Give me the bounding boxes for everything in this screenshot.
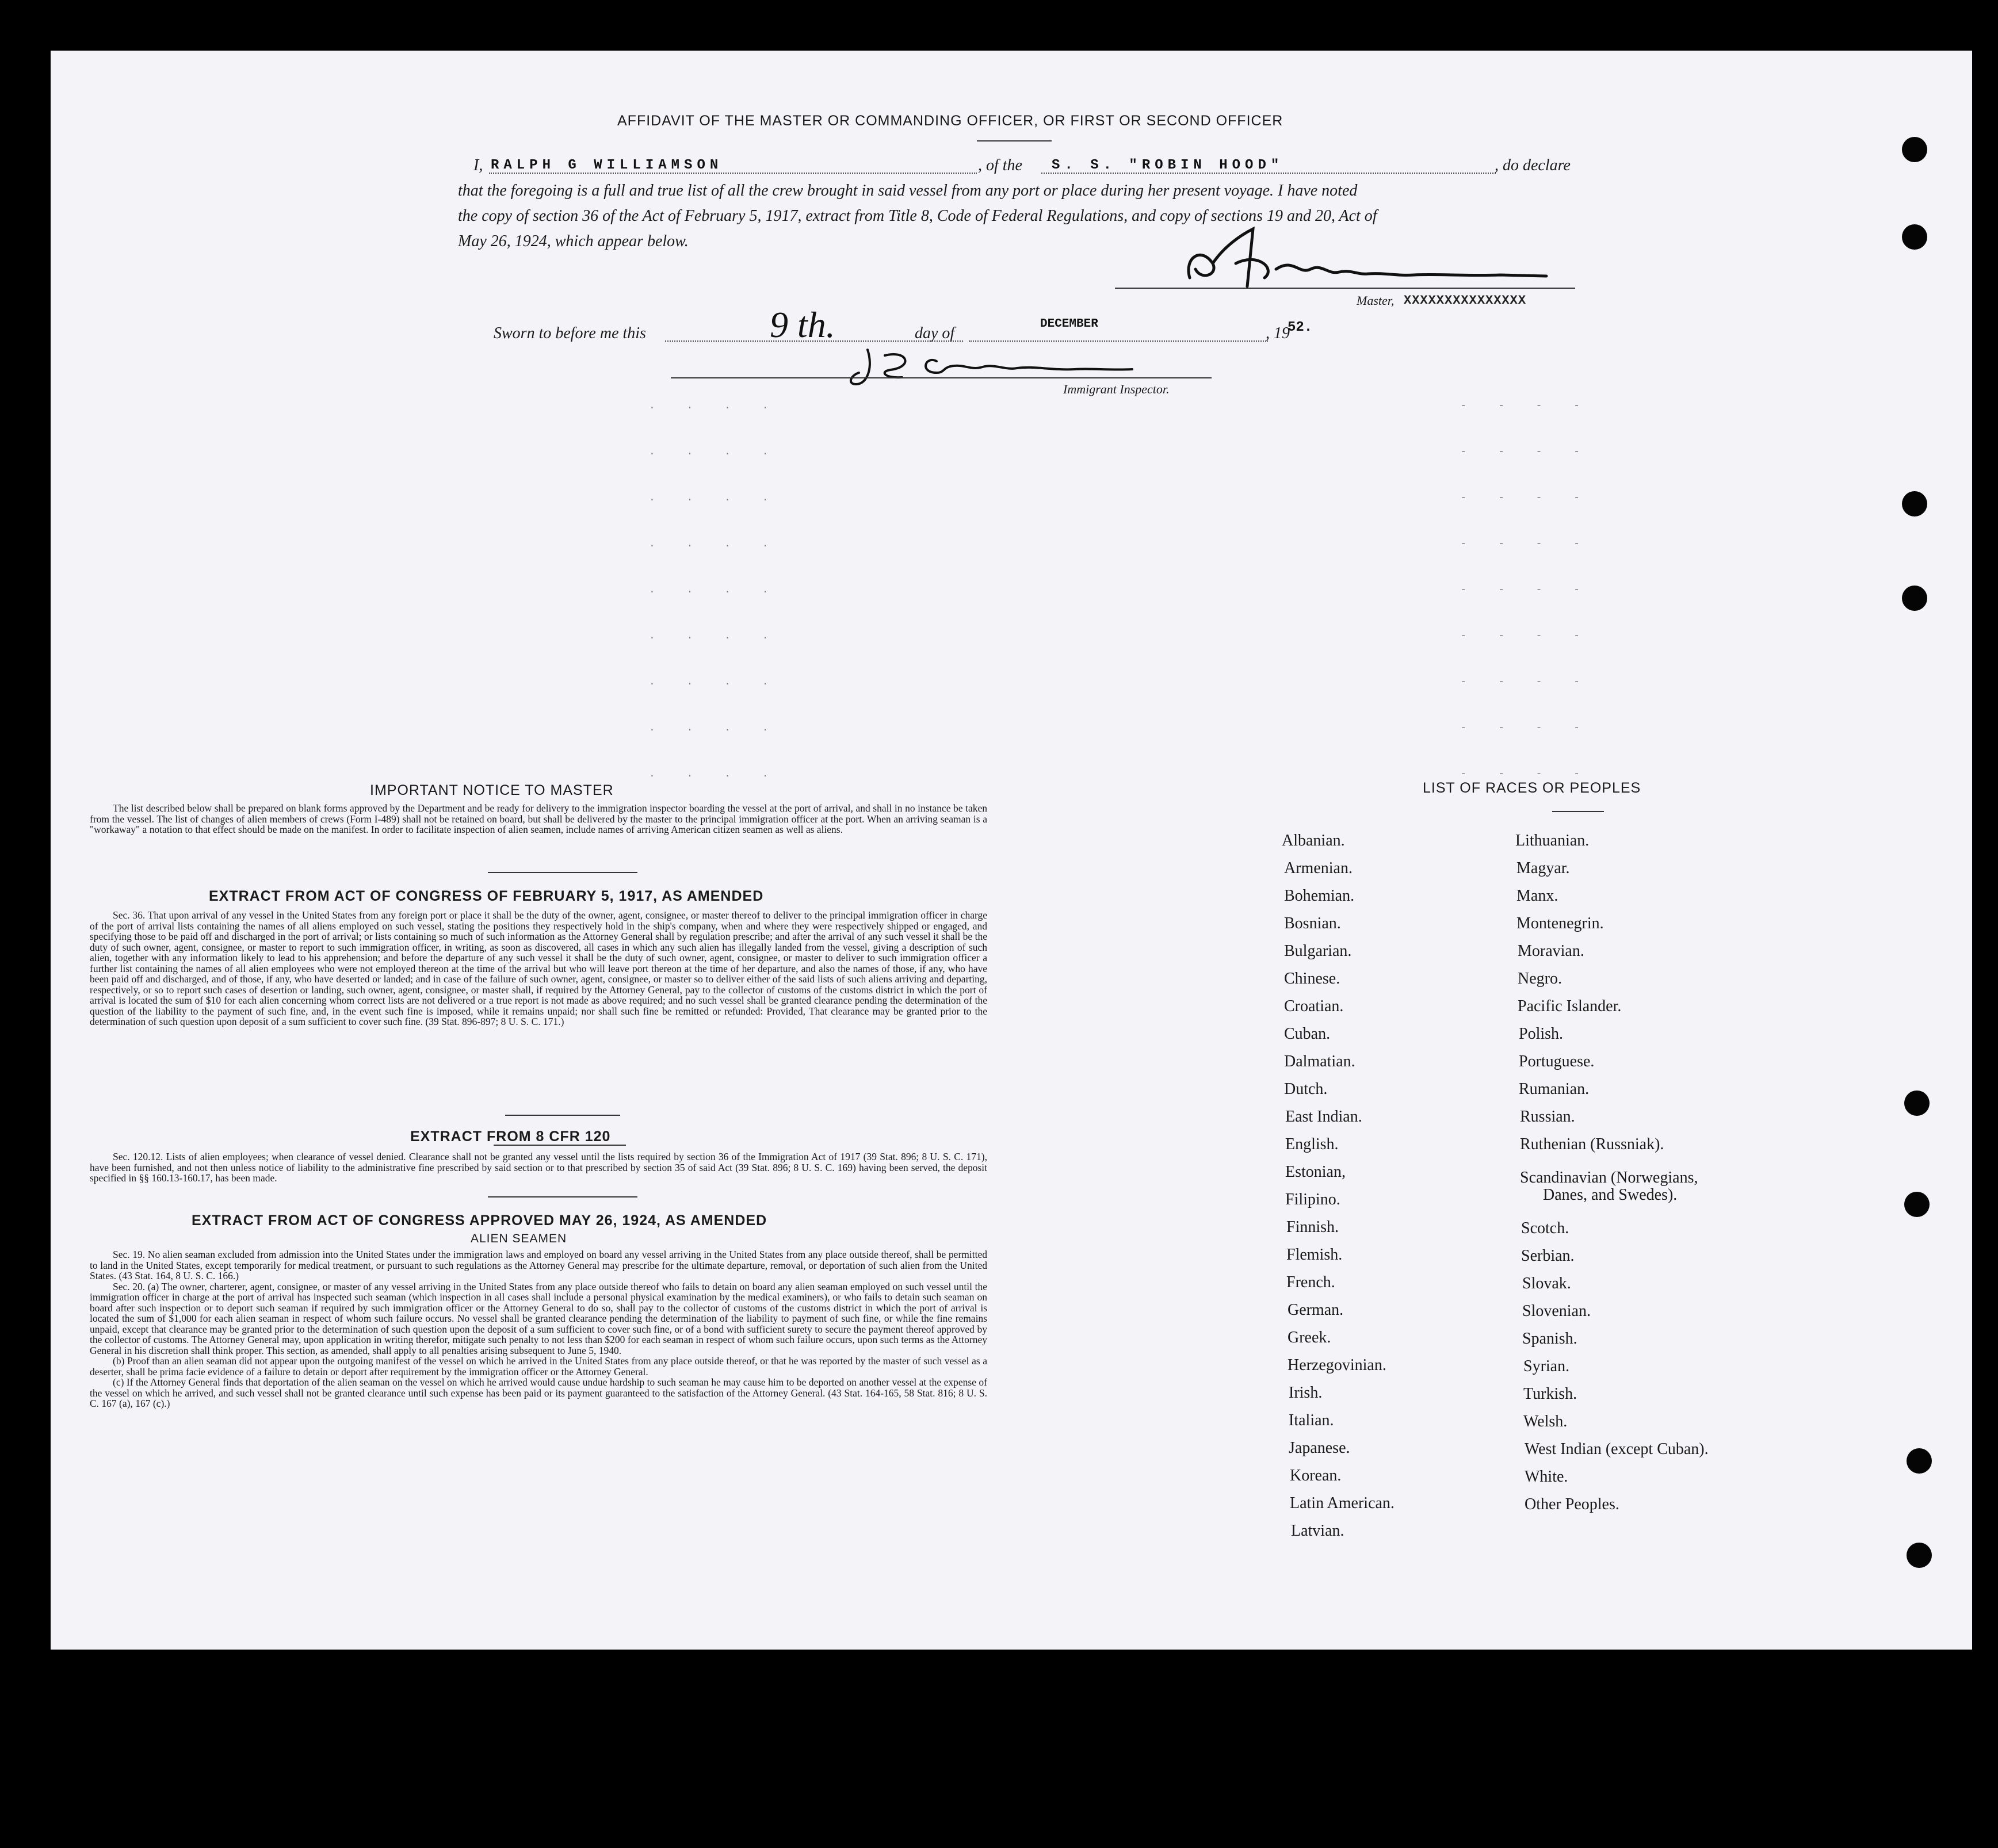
race-item: Korean. [1290,1467,1342,1484]
master-signature [1178,223,1581,292]
extract-1924-title: EXTRACT FROM ACT OF CONGRESS APPROVED MAY 26, 1924, AS AMENDED [192,1212,767,1229]
race-item: Ruthenian (Russniak). [1520,1135,1664,1153]
do-declare-label: , do declare [1495,156,1571,174]
race-item: Greek. [1288,1329,1331,1346]
notice-title: IMPORTANT NOTICE TO MASTER [370,782,614,798]
race-item: Rumanian. [1519,1080,1590,1098]
race-item: Latin American. [1290,1494,1395,1512]
i-label: I, [473,156,483,174]
year-prefix: , 19 [1266,324,1290,342]
race-item: East Indian. [1285,1108,1362,1126]
race-item: Moravian. [1518,942,1584,960]
inspector-label: Immigrant Inspector. [1063,382,1170,396]
column-dots: . . . . - - - - [649,584,1593,596]
section-19-paragraph: Sec. 19. No alien seaman excluded from admission into the United States under the immigration laws and employed on board any vessel arriving in the United States from any place outside thereof, shall be permitted to land in the United States, except temporarily for medical treatment, or pursuant to such regulations as the Attorney General may prescribe for the ultimate departure, removal, or deportation of such alien from the United States. (43 Stat. 164, 8 U. S. C. 166.) [90,1249,987,1281]
race-item: Bohemian. [1284,887,1355,905]
race-item: Spanish. [1522,1330,1577,1348]
race-item: English. [1285,1135,1339,1153]
day-of-label: day of [915,324,955,342]
sworn-day: 9 th. [770,304,835,345]
extract-cfr-paragraph: Sec. 120.12. Lists of alien employees; when clearance of vessel denied. Clearance shall not be granted any vessel until the lists required by section 36 of the Immigration Act of 1917 (39 Stat. 896; 8 U. S. C. 171), have been furnished, and not then unless notice of liability to the administrative fine prescribed by said section or to that prescribed by section 35 of said Act (39 Stat. 896; 8 U. S. C. 169) having been served, the deposit specified in §§ 160.13-160.17, has been made. [90,1151,987,1184]
vessel-name: S. S. "ROBIN HOOD" [1052,158,1284,173]
affidavit-line-2: that the foregoing is a full and true list of all the crew brought in said vessel from any port or place during her present voyage. I have noted [458,182,1358,200]
race-item: Latvian. [1291,1522,1344,1540]
race-item: Slovenian. [1522,1302,1591,1320]
race-item: Cuban. [1284,1025,1331,1043]
notice-paragraph: The list described below shall be prepared on blank forms approved by the Department and be ready for delivery to the immigration inspector boarding the vessel at the port of arrival, and shall in no instance be taken from the vessel. The list of changes of alien members of crews (Form I-489) shall not be retained on board, but shall be delivered by the master to the principal immigration officer at the port. When an arriving seaman is a "workaway" a notation to that effect should be made on the manifest. In order to facilitate inspection of alien seamen, include names of arriving American citizen seamen as well as aliens. [90,802,987,835]
extract-1924-body [90,1249,987,1409]
race-item: Dutch. [1284,1080,1328,1098]
section-20a-paragraph: Sec. 20. (a) The owner, charterer, agent, consignee, or master of any vessel arriving in the United States from any place outside thereof who fails to detain on board any alien seaman employed on such vessel until the immigration officer in charge at the port of arrival has inspected such seaman (which inspection in all cases shall include a personal physical examination by the medical examiners), or who fails to detain such seaman on board after such inspection or to deport such seaman if required by such immigration officer or the Attorney General to do so, shall pay to the collector of customs of the customs district in which the port of arrival is located the sum of $1,000 for each alien seaman in respect of whom such failure occurs. No vessel shall be granted clearance pending the determination of the liability to payment of such fine, or while the fine remains unpaid, except that clearance may be granted prior to the determination of such question upon the deposit of a sum sufficient to cover such fine, or of a bond with sufficient surety to secure the payment thereof approved by the collector of customs. The Attorney General may, upon application in writing therefor, mitigate such penalty to not less than $200 for each seaman in respect of whom such failure occurs, upon such terms as the Attorney General in his discretion shall think proper. This section, as amended, shall apply to all penalties arising subsequent to June 5, 1940. [90,1280,987,1356]
race-item: French. [1286,1273,1335,1291]
column-dots: . . . . - - - - [649,676,1593,688]
affidavit-title: AFFIDAVIT OF THE MASTER OR COMMANDING OFFICER, OR FIRST OR SECOND OFFICER [617,113,1283,129]
race-item: Scandinavian (Norwegians, [1520,1169,1698,1187]
race-item: Montenegrin. [1516,915,1604,932]
affidavit-line-3: the copy of section 36 of the Act of February 5, 1917, extract from Title 8, Code of Federal Regulations, and copy of sections 19 and 20, Act of [458,207,1377,225]
extract-cfr-body [90,1151,987,1184]
divider [1552,811,1604,812]
race-item: Bulgarian. [1284,942,1352,960]
column-dots: . . . . - - - - [649,492,1593,504]
extract-1917-title: EXTRACT FROM ACT OF CONGRESS OF FEBRUARY 5, 1917, AS AMENDED [209,888,764,904]
sworn-month: DECEMBER [1040,317,1098,331]
race-item: Italian. [1289,1411,1334,1429]
divider [488,1196,637,1197]
divider [505,1115,620,1116]
race-item: White. [1525,1468,1568,1486]
inspector-signature-line [671,377,1212,378]
extract-1917-body [90,910,987,1027]
race-item: Russian. [1520,1108,1575,1126]
officer-name: RALPH G WILLIAMSON [491,158,723,173]
race-item: Syrian. [1523,1357,1570,1375]
race-item: Japanese. [1289,1439,1350,1457]
race-item: Negro. [1518,970,1562,988]
notice-body [90,803,987,835]
form-page [51,51,1972,1650]
punch-hole [1904,1091,1930,1116]
race-item: Slovak. [1522,1275,1571,1292]
race-item: West Indian (except Cuban). [1525,1440,1709,1458]
race-item: Estonian, [1285,1163,1346,1181]
punch-hole [1907,1543,1932,1568]
race-item: Scotch. [1521,1219,1569,1237]
race-item: Dalmatian. [1284,1053,1355,1070]
title-divider [977,140,1052,141]
column-dots: . . . . - - - - [649,538,1593,550]
divider [488,872,637,873]
races-title: LIST OF RACES OR PEOPLES [1423,780,1641,796]
race-item: Finnish. [1286,1218,1339,1236]
column-dots: . . . . - - - - [649,400,1593,412]
extract-1917-paragraph: Sec. 36. That upon arrival of any vessel in the United States from any foreign port or place it shall be the duty of the owner, agent, consignee, or master thereof to deliver to the principal immigration officer in charge of the port of arrival lists containing the names of all aliens employed on such vessel, stating the positions they respectively hold in the ship's company, when and where they were respectively shipped or engaged, and specifying those to be paid off and discharged in the port of arrival; or lists containing so much of such information as the Attorney General shall by regulation prescribe; and after the arrival of any such vessel it shall be the duty of such owner, agent, consignee, or master to report to such immigration officer, in writing, as soon as discovered, all cases in which any such alien has illegally landed from the vessel, giving a description of such alien, together with any information likely to lead to his apprehension; and before the departure of any such vessel it shall be the duty of such owner, agent, consignee, or master to deliver to such immigration officer a further list containing the names of all alien employees who were not employed thereon at the time of the arrival but who will leave port thereon at the time of her departure, and also the names of those, if any, who have been paid off and discharged, and of those, if any, who have deserted or landed; and in case of the failure of such owner, agent, consignee, or master so to deliver either of the said lists of such aliens arriving and departing, respectively, or so to report such cases of desertion or landing, such owner, agent, consignee, or master shall, if required by the Attorney General, pay to the collector of customs of the customs district in which the port of arrival is located the sum of $10 for each alien concerning whom correct lists are not delivered or a true report is not made as above required; and no such vessel shall be granted clearance pending the determination of the question of the liability to the payment of such fine, and, in the event such fine is imposed, while it remains unpaid; nor shall such fine be remitted or refunded: Provided, That clearance may be granted prior to the determination of such question upon deposit of a sum sufficient to cover such fine. (39 Stat. 896-897; 8 U. S. C. 171.) [90,909,987,1027]
race-item: Turkish. [1523,1385,1577,1403]
punch-hole [1902,137,1927,162]
race-item: Armenian. [1284,859,1353,877]
race-item: German. [1288,1301,1344,1319]
section-20c-paragraph: (c) If the Attorney General finds that deportation of the alien seaman on the vessel on which he arrived would cause undue hardship to such seaman he may cause him to be deported on another vessel at the expense of the vessel on which he arrived, and such vessel shall not be granted clearance until such expense has been paid or its payment guaranteed to the satisfaction of the Attorney General. (43 Stat. 164-165, 58 Stat. 816; 8 U. S. C. 167 (a), 167 (c).) [90,1376,987,1409]
race-item: Serbian. [1521,1247,1575,1265]
race-item: Chinese. [1284,970,1340,988]
year-suffix: 52. [1288,320,1313,335]
punch-hole [1902,224,1927,250]
race-item: Flemish. [1286,1246,1343,1264]
of-the-label: , of the [978,156,1022,174]
race-item: Portuguese. [1519,1053,1595,1070]
race-item: Other Peoples. [1525,1495,1619,1513]
master-strikeout: XXXXXXXXXXXXXXX [1404,293,1527,308]
punch-hole [1907,1448,1932,1474]
race-item: Lithuanian. [1515,832,1590,850]
race-item: Filipino. [1285,1191,1340,1208]
column-dots: . . . . - - - - [649,768,1593,780]
race-item: Manx. [1516,887,1558,905]
extract-1924-subtitle: ALIEN SEAMEN [471,1232,567,1245]
race-item: Magyar. [1516,859,1570,877]
race-item: Pacific Islander. [1518,997,1622,1015]
column-dots: . . . . - - - - [649,630,1593,642]
sworn-label: Sworn to before me this [494,324,646,342]
punch-hole [1904,1192,1930,1217]
race-item: Albanian. [1282,832,1345,850]
divider [494,1145,626,1146]
punch-hole [1902,586,1927,611]
race-item: Herzegovinian. [1288,1356,1386,1374]
race-item: Danes, and Swedes). [1543,1186,1678,1204]
race-item: Croatian. [1284,997,1344,1015]
race-item: Irish. [1289,1384,1323,1402]
punch-hole [1902,491,1927,516]
extract-cfr-title: EXTRACT FROM 8 CFR 120 [410,1128,611,1145]
race-item: Welsh. [1523,1413,1568,1430]
column-dots: . . . . - - - - [649,722,1593,734]
race-item: Polish. [1519,1025,1564,1043]
column-dots: . . . . - - - - [649,446,1593,458]
master-label: Master, [1357,293,1395,308]
section-20b-paragraph: (b) Proof than an alien seaman did not appear upon the outgoing manifest of the vessel on which he arrived in the United States from any place outside thereof, or that he was reported by the master of such vessel as a deserter, shall be prima facie evidence of a failure to detain or deport after requirement by the immigration officer or the Attorney General. [90,1355,987,1378]
race-item: Bosnian. [1284,915,1341,932]
sworn-month-line [969,340,1268,342]
affidavit-line-4: May 26, 1924, which appear below. [458,232,689,250]
